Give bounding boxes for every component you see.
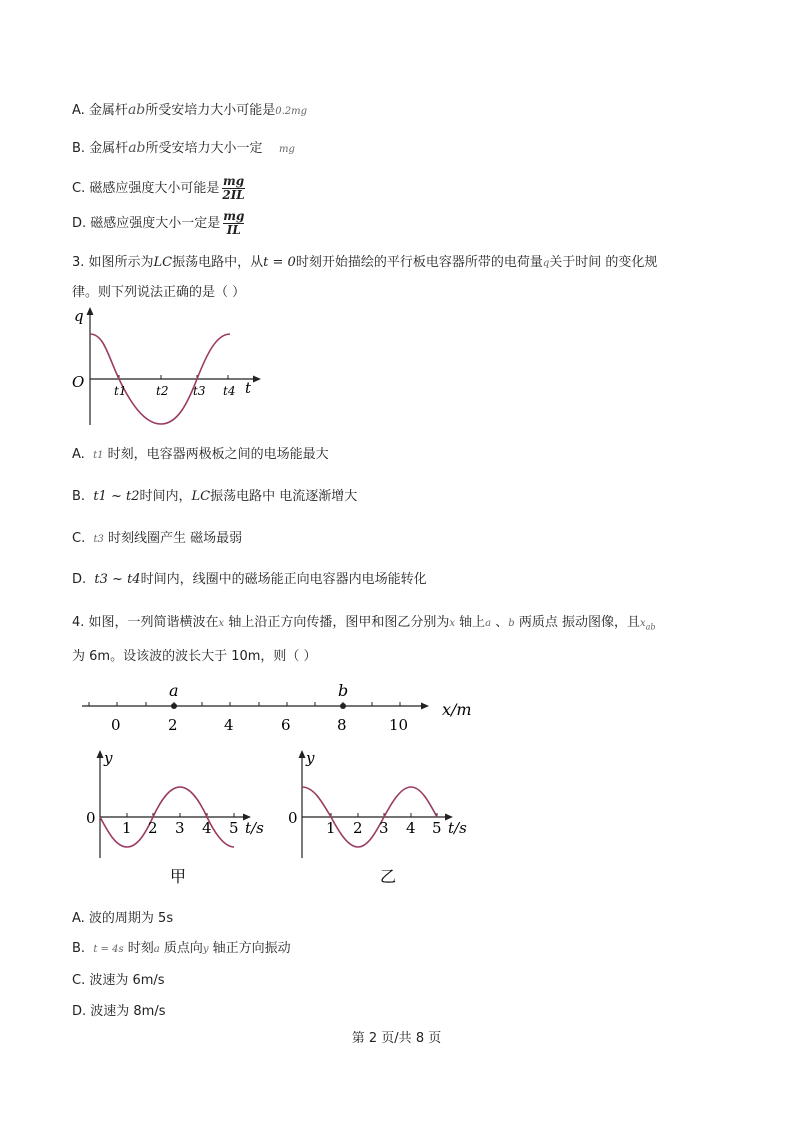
tick-label: 5: [432, 819, 442, 837]
origin-label: O: [72, 373, 85, 391]
option-prefix: B.: [72, 941, 86, 956]
point-a-label: a: [169, 681, 179, 700]
q4-option-c[interactable]: C. 波速为 6m/s: [72, 973, 165, 988]
option-text: C. 磁感应强度大小可能是: [72, 181, 220, 196]
option-text: 质点向: [163, 941, 203, 956]
graph-caption: 甲: [170, 867, 187, 886]
option-text: 时刻: [127, 941, 154, 956]
stem-text: 时刻开始描绘的平行板电容器所带的电荷量: [295, 255, 543, 270]
option-text: 振荡电路中 电流逐渐增大: [210, 489, 358, 504]
stem-text: 轴上: [459, 615, 486, 630]
y-axis-arrow-icon: [87, 307, 94, 315]
q4-x-axis-figure: [78, 678, 488, 738]
numerator: mg: [223, 174, 245, 188]
tick-label-t2: t2: [156, 384, 169, 398]
math-var: t3: [93, 534, 104, 545]
q3-option-d[interactable]: [72, 571, 427, 589]
math-var: t1 ~ t2: [93, 489, 140, 504]
math-var: ab: [127, 102, 146, 118]
q2-option-d[interactable]: [72, 207, 244, 241]
option-prefix: B.: [72, 489, 86, 504]
math-var: t = 4s: [93, 944, 124, 955]
tick-label: 2: [353, 819, 363, 837]
option-text: 轴正方向振动: [212, 941, 291, 956]
point-b: [340, 703, 346, 709]
fraction: [222, 175, 244, 202]
math-var: LC: [153, 255, 173, 270]
q3-option-b[interactable]: [72, 488, 357, 506]
tick-label: 1: [122, 819, 132, 837]
math-var: a: [485, 618, 492, 629]
origin-label: 0: [86, 809, 96, 827]
q4-graph-yi: [288, 744, 478, 889]
stem-text: 轴上沿正方向传播，图甲和图乙分别为: [228, 615, 450, 630]
q3-option-a[interactable]: [72, 446, 329, 465]
x-tick-label: 2: [168, 716, 178, 734]
denominator: IL: [226, 223, 241, 237]
x-axis-arrow-icon: [253, 376, 261, 383]
math-value: mg: [279, 144, 295, 155]
point-b-label: b: [338, 681, 349, 700]
math-var: LC: [191, 489, 211, 504]
option-text: B. 金属杆: [72, 141, 129, 156]
option-text: 时刻线圈产生 磁场最弱: [108, 531, 243, 546]
option-text: A. 金属杆: [72, 103, 128, 118]
y-axis-arrow-icon: [299, 750, 306, 758]
y-axis-arrow-icon: [97, 750, 104, 758]
tick-label-t3: t3: [193, 384, 206, 398]
x-tick-label: 6: [281, 716, 291, 734]
x-axis-label: t/s: [448, 819, 467, 837]
math-var: a: [153, 944, 160, 955]
option-prefix: D.: [72, 572, 87, 587]
q4-option-a[interactable]: A. 波的周期为 5s: [72, 911, 174, 926]
x-axis-arrow-icon: [421, 703, 429, 710]
tick-label: 3: [175, 819, 185, 837]
math-var: x: [639, 618, 646, 629]
option-text: 时间内，: [139, 489, 192, 504]
option-prefix: A.: [72, 447, 85, 462]
tick-label: 4: [406, 819, 416, 837]
math-var: q: [542, 258, 550, 269]
page-footer: 第 2 页/共 8 页: [351, 1031, 442, 1046]
stem-text: 振荡电路中，从: [172, 255, 264, 270]
math-var: y: [202, 944, 209, 955]
tick-label: 1: [326, 819, 336, 837]
point-a: [171, 703, 177, 709]
x-tick-label: 4: [224, 716, 234, 734]
fraction: [223, 210, 244, 237]
q2-option-a[interactable]: [72, 101, 307, 121]
y-axis-label: y: [104, 749, 113, 767]
math-var: ab: [128, 140, 146, 156]
q4-stem-line2: 为 6m。设该波的波长大于 10m，则（ ）: [72, 649, 317, 664]
q4-option-b[interactable]: [72, 940, 291, 959]
q3-charge-time-graph: [70, 305, 270, 430]
q3-stem-line2: 律。则下列说法正确的是（ ）: [72, 285, 246, 300]
math-subscript: ab: [645, 622, 656, 632]
math-var: t3 ~ t4: [94, 572, 141, 587]
math-var: x: [449, 618, 455, 629]
q3-stem-line1: [72, 254, 657, 273]
y-axis-label: q: [74, 307, 84, 325]
math-var: t1: [93, 450, 104, 461]
math-var: b: [508, 618, 515, 629]
option-text: 时刻，电容器两极板之间的电场能最大: [107, 447, 329, 462]
origin-label: 0: [288, 809, 298, 827]
tick-label: 5: [229, 819, 239, 837]
math-var: x: [218, 618, 225, 629]
q4-stem-line1: [72, 614, 655, 637]
tick-label: 3: [379, 819, 389, 837]
x-tick-label: 8: [337, 716, 347, 734]
stem-text: 4. 如图，一列简谐横波在: [72, 615, 219, 630]
tick-label-t1: t1: [114, 384, 127, 398]
stem-text: 、: [495, 615, 509, 630]
denominator: 2IL: [222, 188, 245, 202]
numerator: mg: [223, 209, 245, 223]
q4-option-d[interactable]: D. 波速为 8m/s: [72, 1004, 166, 1019]
option-prefix: C.: [72, 531, 86, 546]
q4-graph-jia: [84, 744, 274, 889]
y-axis-label: y: [306, 749, 315, 767]
stem-text: 两质点 振动图像，且: [518, 615, 640, 630]
option-text: 所受安培力大小可能是: [145, 103, 276, 118]
q2-option-b[interactable]: [72, 139, 295, 159]
x-axis-label: t/s: [245, 819, 264, 837]
option-text: D. 磁感应强度大小一定是: [72, 216, 221, 231]
math-var: t = 0: [263, 255, 296, 270]
x-tick-label: 10: [389, 716, 409, 734]
math-value: 0.2mg: [275, 106, 308, 117]
x-axis-label: t: [245, 379, 252, 397]
graph-caption: 乙: [380, 867, 397, 886]
stem-text: 关于时间 的变化规: [549, 255, 658, 270]
q2-option-c[interactable]: [72, 172, 245, 206]
option-text: 时间内，线圈中的磁场能正向电容器内电场能转化: [140, 572, 427, 587]
tick-label-t4: t4: [223, 384, 236, 398]
x-tick-label: 0: [111, 716, 121, 734]
tick-label: 4: [202, 819, 212, 837]
tick-label: 2: [148, 819, 158, 837]
q3-option-c[interactable]: [72, 530, 242, 549]
stem-text: 3. 如图所示为: [72, 255, 154, 270]
x-axis-label: x/m: [442, 700, 472, 719]
option-text: 所受安培力大小一定: [145, 141, 263, 156]
